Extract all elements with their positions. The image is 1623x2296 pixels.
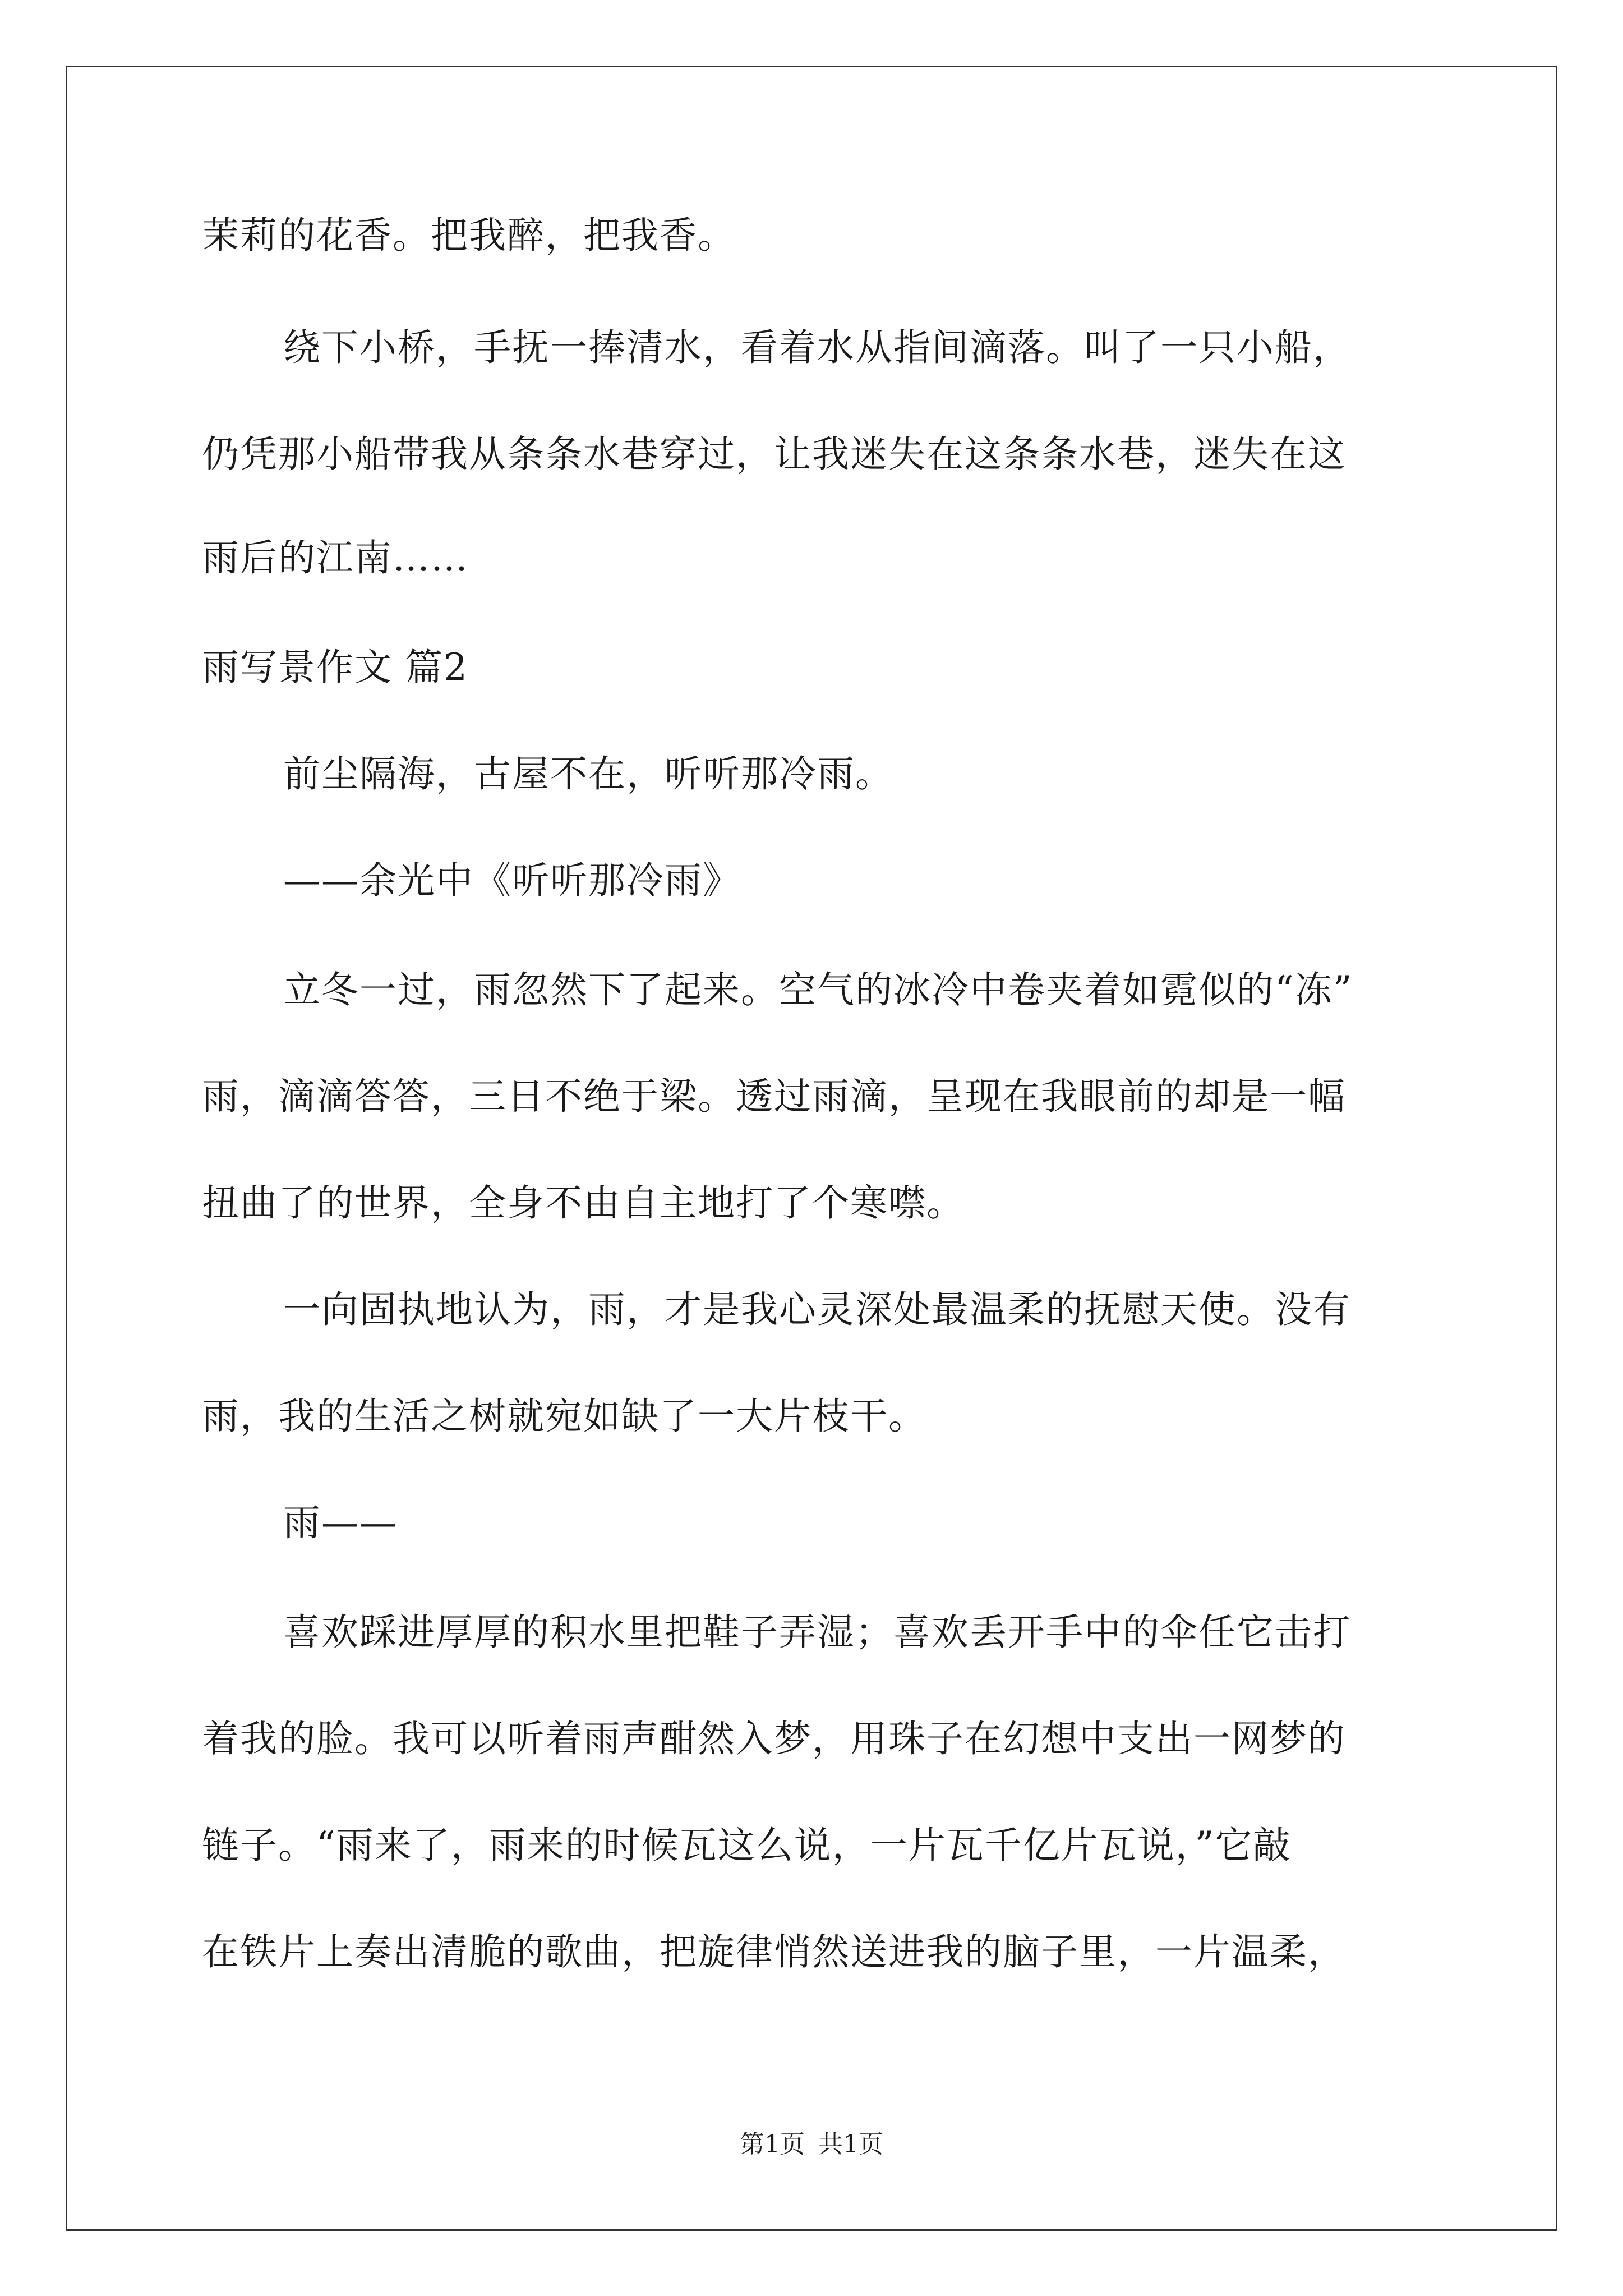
text-line-1: 茉莉的花香。把我醉，把我香。 [202,214,736,257]
text-line-10: 扭曲了的世界，全身不由自主地打了个寒噤。 [202,1181,965,1225]
text-line-15: 着我的脸。我可以听着雨声酣然入梦，用珠子在幻想中支出一网梦的 [202,1717,1346,1760]
text-line-6: 前尘隔海，古屋不在，听听那冷雨。 [283,752,893,795]
text-line-3: 仍凭那小船带我从条条水巷穿过，让我迷失在这条条水巷，迷失在这 [202,432,1346,476]
page-number-current: 第1页 [740,2130,805,2159]
text-line-11: 一向固执地认为，雨，才是我心灵深处最温柔的抚慰天使。没有 [283,1288,1351,1331]
text-line-17: 在铁片上奏出清脆的歌曲，把旋律悄然送进我的脑子里，一片温柔， [202,1930,1346,1973]
text-line-12: 雨，我的生活之树就宛如缺了一大片枝干。 [202,1395,926,1438]
text-line-2: 绕下小桥，手抚一捧清水，看着水从指间滴落。叫了一只小船， [283,326,1351,369]
page-footer [0,2129,1623,2160]
text-line-13: 雨—— [283,1501,398,1544]
page-number-total: 共1页 [818,2130,883,2159]
section-heading: 雨写景作文 篇2 [202,646,468,689]
text-line-16: 链子。“雨来了，雨来的时候瓦这么说，一片瓦千亿片瓦说，”它敲 [202,1824,1292,1867]
text-line-9: 雨，滴滴答答，三日不绝于梁。透过雨滴，呈现在我眼前的却是一幅 [202,1075,1346,1118]
page-border [66,66,1557,2231]
quote-attribution: ——余光中《听听那冷雨》 [283,859,741,902]
text-line-14: 喜欢踩进厚厚的积水里把鞋子弄湿；喜欢丢开手中的伞任它击打 [283,1611,1351,1654]
text-line-8: 立冬一过，雨忽然下了起来。空气的冰冷中卷夹着如霓似的“冻” [283,968,1353,1011]
text-line-4: 雨后的江南…… [202,536,469,579]
